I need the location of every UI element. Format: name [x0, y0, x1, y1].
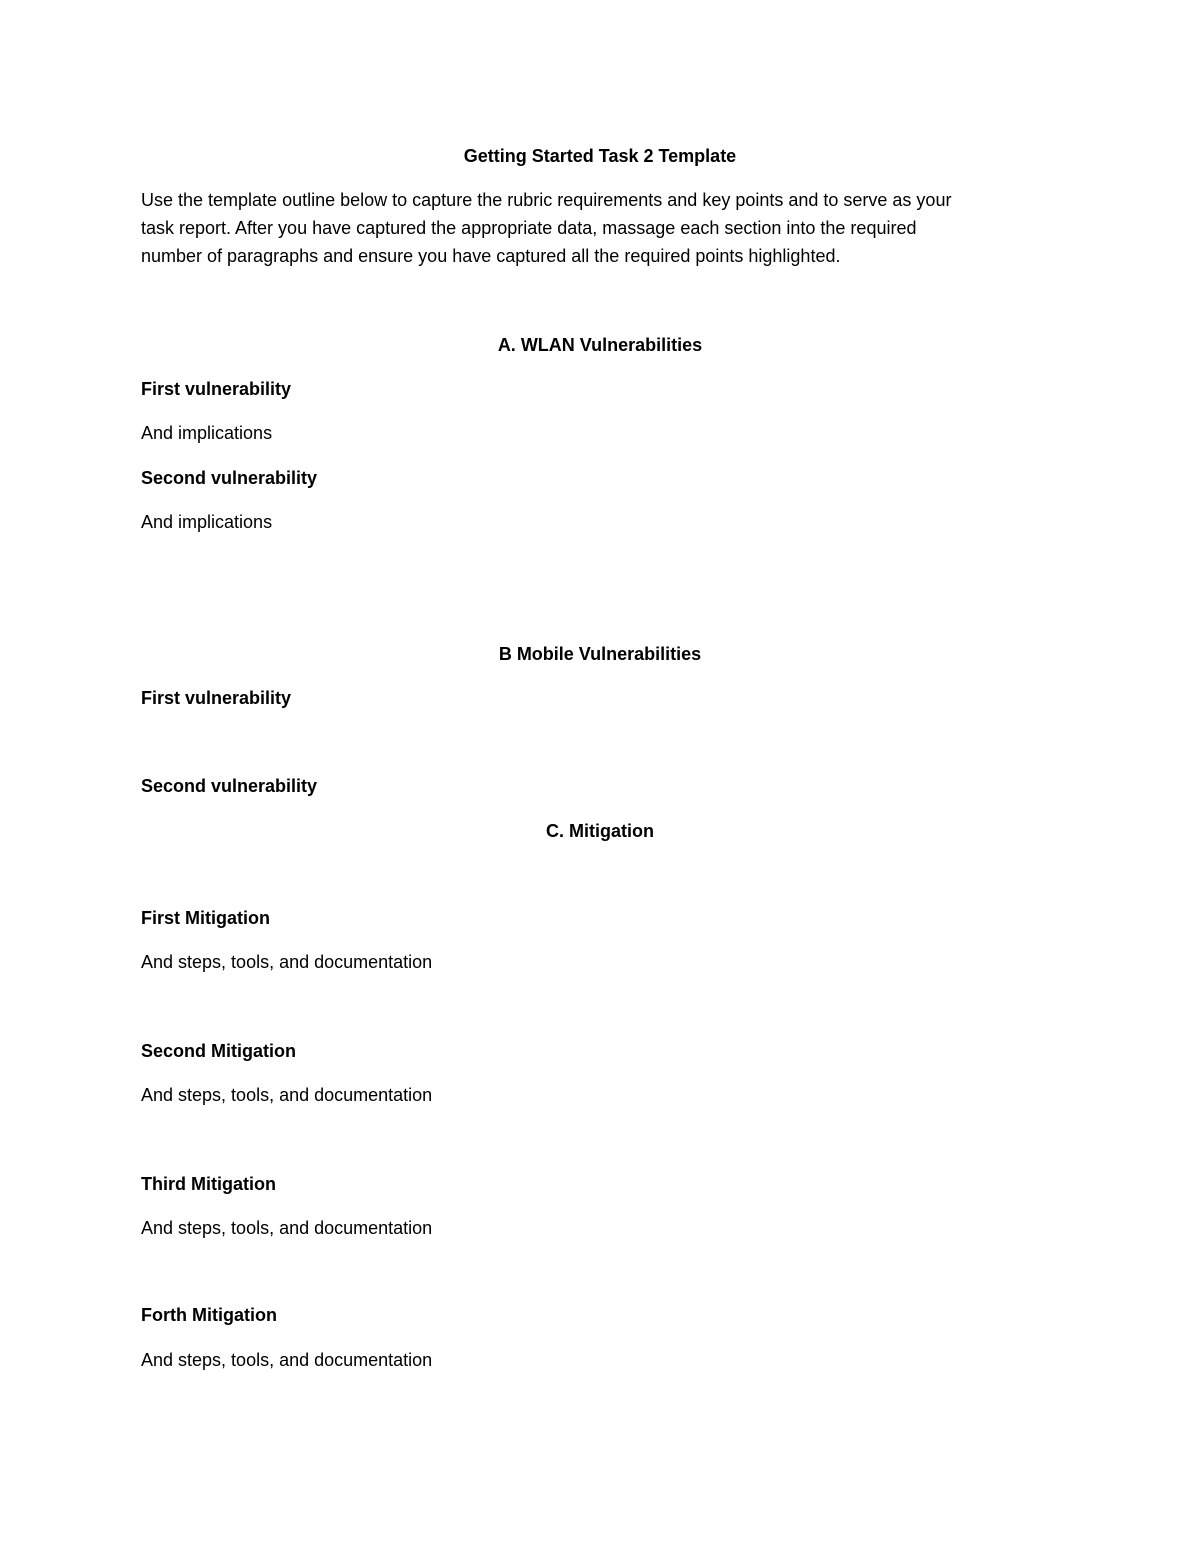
- intro-line-1: Use the template outline below to capture the rubric requirements and key points and to serve as your: [141, 190, 952, 210]
- section-c-item-1-label: First Mitigation: [141, 908, 270, 928]
- section-b-item-2-label: Second vulnerability: [141, 776, 318, 796]
- section-a-item-2-detail: And implications: [141, 512, 273, 532]
- document-title: Getting Started Task 2 Template: [463, 146, 737, 166]
- section-c-item-4-detail: And steps, tools, and documentation: [141, 1350, 433, 1370]
- section-c-item-2-label: Second Mitigation: [141, 1041, 296, 1061]
- section-a-item-1-detail: And implications: [141, 423, 273, 443]
- section-a-item-1-label: First vulnerability: [141, 379, 292, 399]
- intro-line-3: number of paragraphs and ensure you have captured all the required points highlighted.: [141, 246, 841, 266]
- section-a-item-2-label: Second vulnerability: [141, 468, 318, 488]
- section-c-item-1-detail: And steps, tools, and documentation: [141, 952, 433, 972]
- section-c-item-2-detail: And steps, tools, and documentation: [141, 1085, 433, 1105]
- section-c-item-3-label: Third Mitigation: [141, 1174, 276, 1194]
- section-c-item-3-detail: And steps, tools, and documentation: [141, 1218, 433, 1238]
- section-b-item-1-label: First vulnerability: [141, 688, 292, 708]
- section-b-heading: B Mobile Vulnerabilities: [498, 644, 702, 664]
- section-c-item-4-label: Forth Mitigation: [141, 1305, 277, 1325]
- section-c-heading: C. Mitigation: [546, 821, 654, 841]
- intro-line-2: task report. After you have captured the appropriate data, massage each section into the required: [141, 218, 917, 238]
- section-a-heading: A. WLAN Vulnerabilities: [497, 335, 703, 355]
